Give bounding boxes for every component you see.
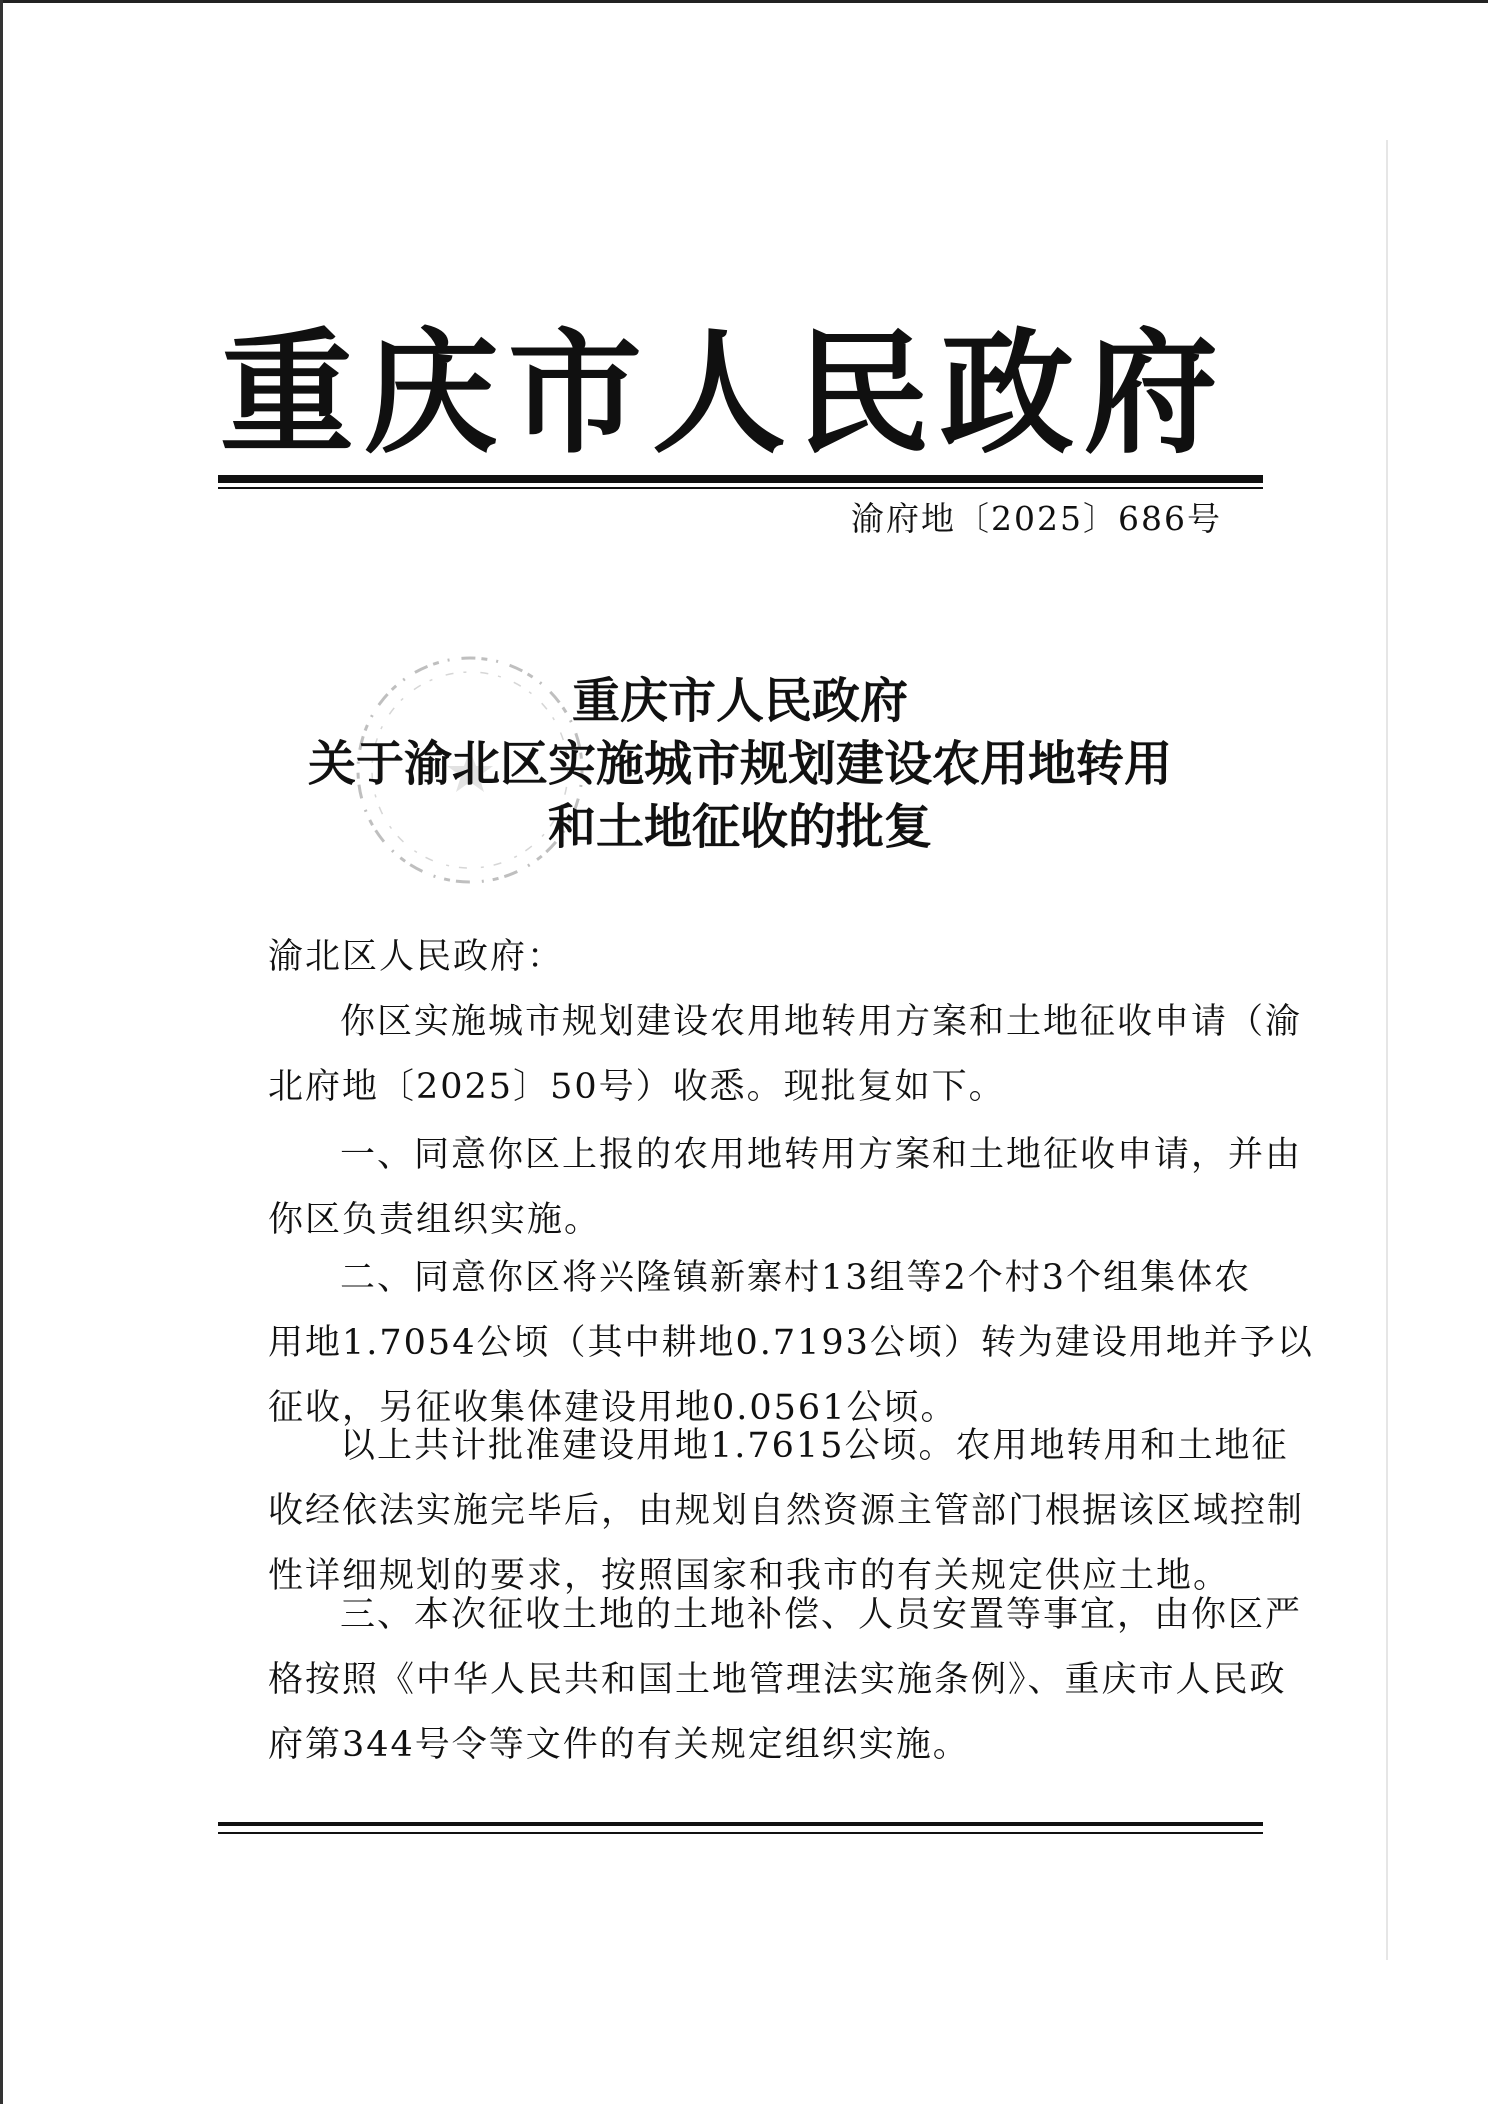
paragraph-line: 二、同意你区将兴隆镇新寨村13组等2个村3个组集体农 — [340, 1258, 1252, 1298]
paragraph-line: 一、同意你区上报的农用地转用方案和土地征收申请，并由 — [340, 1135, 1303, 1175]
document-number: 渝府地〔2025〕686号 — [851, 499, 1222, 538]
paragraph-line: 府第344号令等文件的有关规定组织实施。 — [268, 1725, 970, 1765]
document-title — [250, 670, 1230, 859]
paragraph-application-received — [268, 990, 1303, 1120]
title-line-3: 和土地征收的批复 — [547, 799, 932, 855]
footer-rule-thin — [218, 1832, 1263, 1834]
paragraph-item-two — [268, 1246, 1314, 1441]
paragraph-line: 以上共计批准建设用地1.7615公顷。农用地转用和土地征 — [340, 1426, 1289, 1466]
footer-rule-thick — [218, 1822, 1263, 1826]
paragraph-line: 用地1.7054公顷（其中耕地0.7193公顷）转为建设用地并予以 — [268, 1323, 1314, 1363]
paragraph-item-three — [268, 1583, 1303, 1778]
scan-edge-left — [0, 0, 3, 2104]
paragraph-line: 征收，另征收集体建设用地0.0561公顷。 — [268, 1388, 958, 1428]
paragraph-line: 性详细规划的要求，按照国家和我市的有关规定供应土地。 — [268, 1556, 1231, 1596]
title-line-2: 关于渝北区实施城市规划建设农用地转用 — [307, 736, 1172, 792]
scan-edge-top — [0, 0, 1488, 3]
masthead-rule-thin — [218, 487, 1263, 489]
masthead-title: 重庆市人民政府 — [220, 314, 1229, 472]
paragraph-line: 格按照《中华人民共和国土地管理法实施条例》、重庆市人民政 — [268, 1660, 1287, 1700]
paragraph-item-one — [268, 1123, 1303, 1253]
masthead-rule-thick — [218, 475, 1263, 483]
paragraph-line: 三、本次征收土地的土地补偿、人员安置等事宜，由你区严 — [340, 1595, 1303, 1635]
addressee: 渝北区人民政府： — [268, 937, 565, 977]
paragraph-line: 收经依法实施完毕后，由规划自然资源主管部门根据该区域控制 — [268, 1491, 1305, 1531]
paragraph-line: 你区实施城市规划建设农用地转用方案和土地征收申请（渝 — [340, 1002, 1303, 1042]
paragraph-total-approved — [268, 1414, 1305, 1609]
paragraph-line: 你区负责组织实施。 — [268, 1200, 602, 1240]
scan-edge-right — [1386, 140, 1388, 1960]
title-line-1: 重庆市人民政府 — [571, 673, 908, 729]
paragraph-line: 北府地〔2025〕50号）收悉。现批复如下。 — [268, 1067, 1006, 1107]
